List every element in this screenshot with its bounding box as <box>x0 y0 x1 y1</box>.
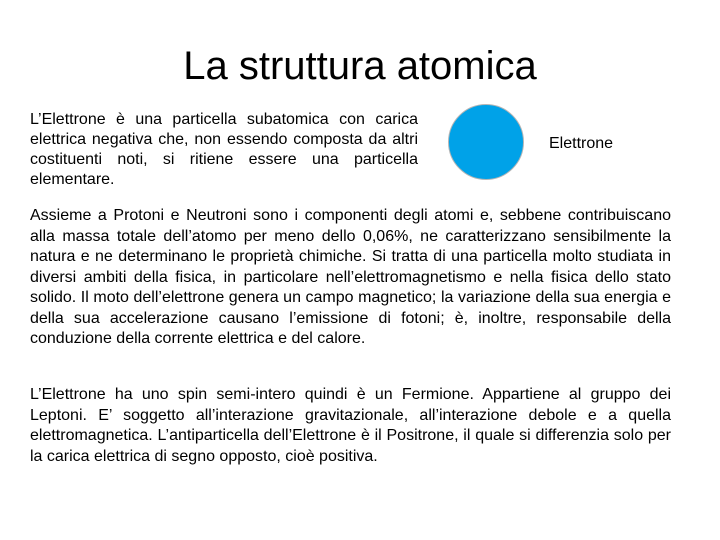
properties-paragraph: L’Elettrone ha uno spin semi-intero quindi è un Fermione. Appartiene al gruppo dei Leptoni. E’ soggetto all’interazione gravitazionale, all’interazione debole e a quella elettromagnetica. L’antiparticella dell’Elettrone è il Positrone, il quale si differenzia solo per la carica elettrica di segno opposto, cioè positiva. <box>30 386 671 465</box>
electron-circle-figure <box>447 103 525 181</box>
electron-label: Elettrone <box>549 135 614 152</box>
description-paragraph: Assieme a Protoni e Neutroni sono i componenti degli atomi e, sebbene contribuiscano alla massa totale dell’atomo per meno dello 0,06%, ne caratterizzano sensibilmente la natura e ne determinano le proprietà chimiche. Si tratta di una particella molto studiata in diversi ambiti della fisica, in particolare nell’elettromagnetismo e nella fisica dello stato solido. Il moto dell’elettrone genera un campo magnetico; la variazione della sua energia e della sua accelerazione causano l’emissione di fotoni; è, inoltre, responsabile della conduzione della corrente elettrica e del calore. <box>30 207 671 347</box>
intro-paragraph: L’Elettrone è una particella subatomica con carica elettrica negativa che, non essendo composta da altri costituenti noti, si ritiene essere una particella elementare. <box>30 111 418 188</box>
electron-circle <box>449 105 524 180</box>
slide-title: La struttura atomica <box>183 44 537 88</box>
